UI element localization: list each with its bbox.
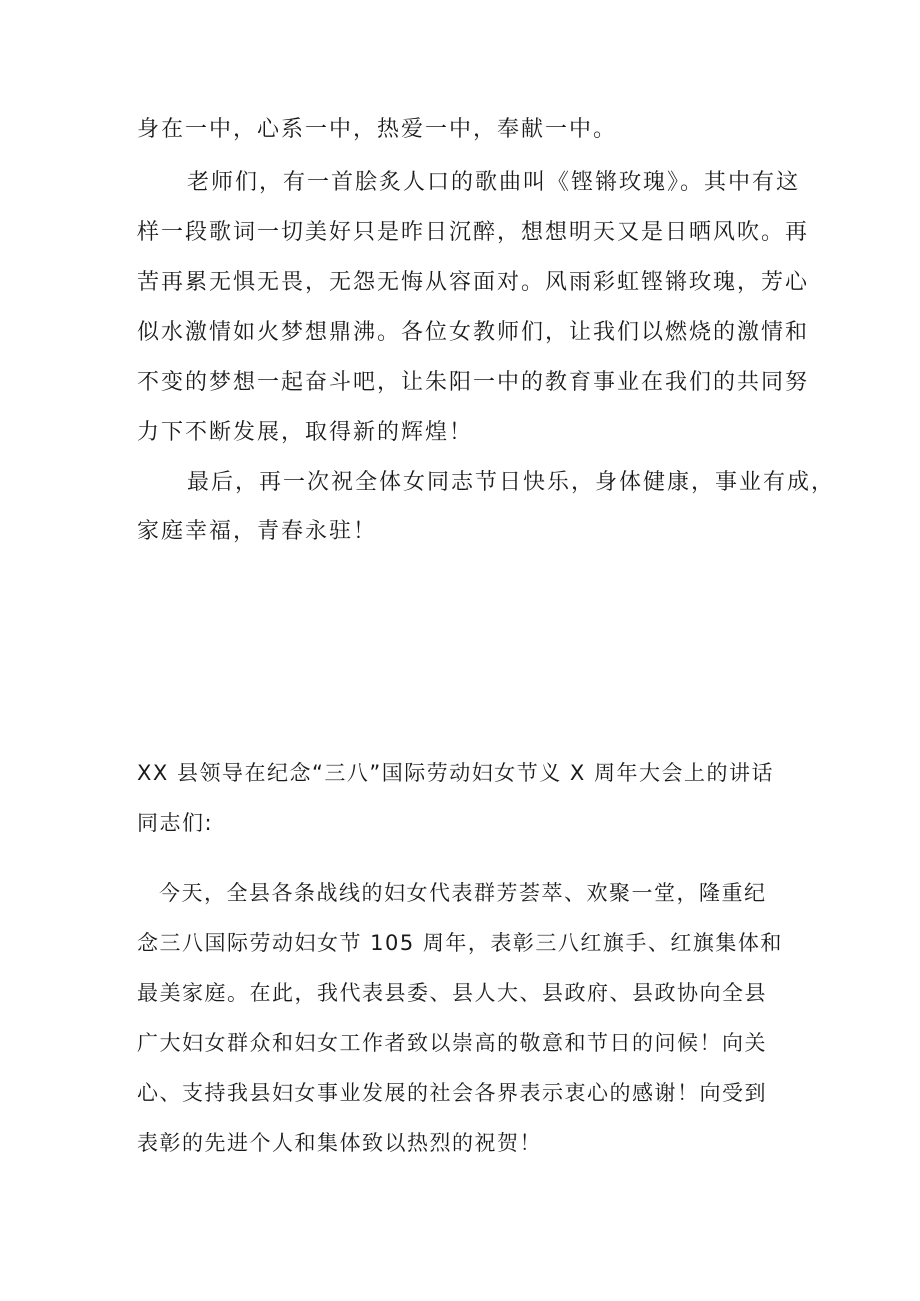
paragraph-line: 表彰的先进个人和集体致以热烈的祝贺！ — [137, 1131, 542, 1155]
paragraph-line: 家庭幸福，青春永驻！ — [137, 519, 378, 544]
paragraph-line: 最后，再一次祝全体女同志节日快乐，身体健康，事业有成， — [187, 470, 836, 495]
salutation: 同志们: — [137, 811, 214, 835]
paragraph-line: 力下不断发展，取得新的辉煌！ — [137, 420, 474, 445]
closing-line: 身在一中，心系一中，热爱一中，奉献一中。 — [137, 117, 618, 142]
paragraph-line: 苦再累无惧无畏，无怨无悔从容面对。风雨彩虹铿锵玫瑰，芳心 — [137, 270, 810, 295]
speech-title: XX 县领导在纪念“三八”国际劳动妇女节义 X 周年大会上的讲话 — [137, 761, 774, 785]
paragraph-line: 今天，全县各条战线的妇女代表群芳荟萃、欢聚一堂，隆重纪 — [159, 881, 767, 905]
paragraph-line: 似水激情如火梦想鼎沸。各位女教师们，让我们以燃烧的激情和 — [137, 320, 810, 345]
paragraph-line: 最美家庭。在此，我代表县委、县人大、县政府、县政协向全县 — [137, 981, 767, 1005]
paragraph-line: 广大妇女群众和妇女工作者致以崇高的敬意和节日的问候！向关 — [137, 1031, 767, 1055]
paragraph-line: 样一段歌词一切美好只是昨日沉醉，想想明天又是日晒风吹。再 — [137, 220, 810, 245]
paragraph-line: 不变的梦想一起奋斗吧，让朱阳一中的教育事业在我们的共同努 — [137, 370, 810, 395]
paragraph-line: 念三八国际劳动妇女节 105 周年，表彰三八红旗手、红旗集体和 — [137, 931, 783, 955]
paragraph-line: 老师们，有一首脍炙人口的歌曲叫《铿锵玫瑰》。其中有这 — [187, 170, 801, 195]
paragraph-line: 心、支持我县妇女事业发展的社会各界表示衷心的感谢！向受到 — [137, 1081, 767, 1105]
